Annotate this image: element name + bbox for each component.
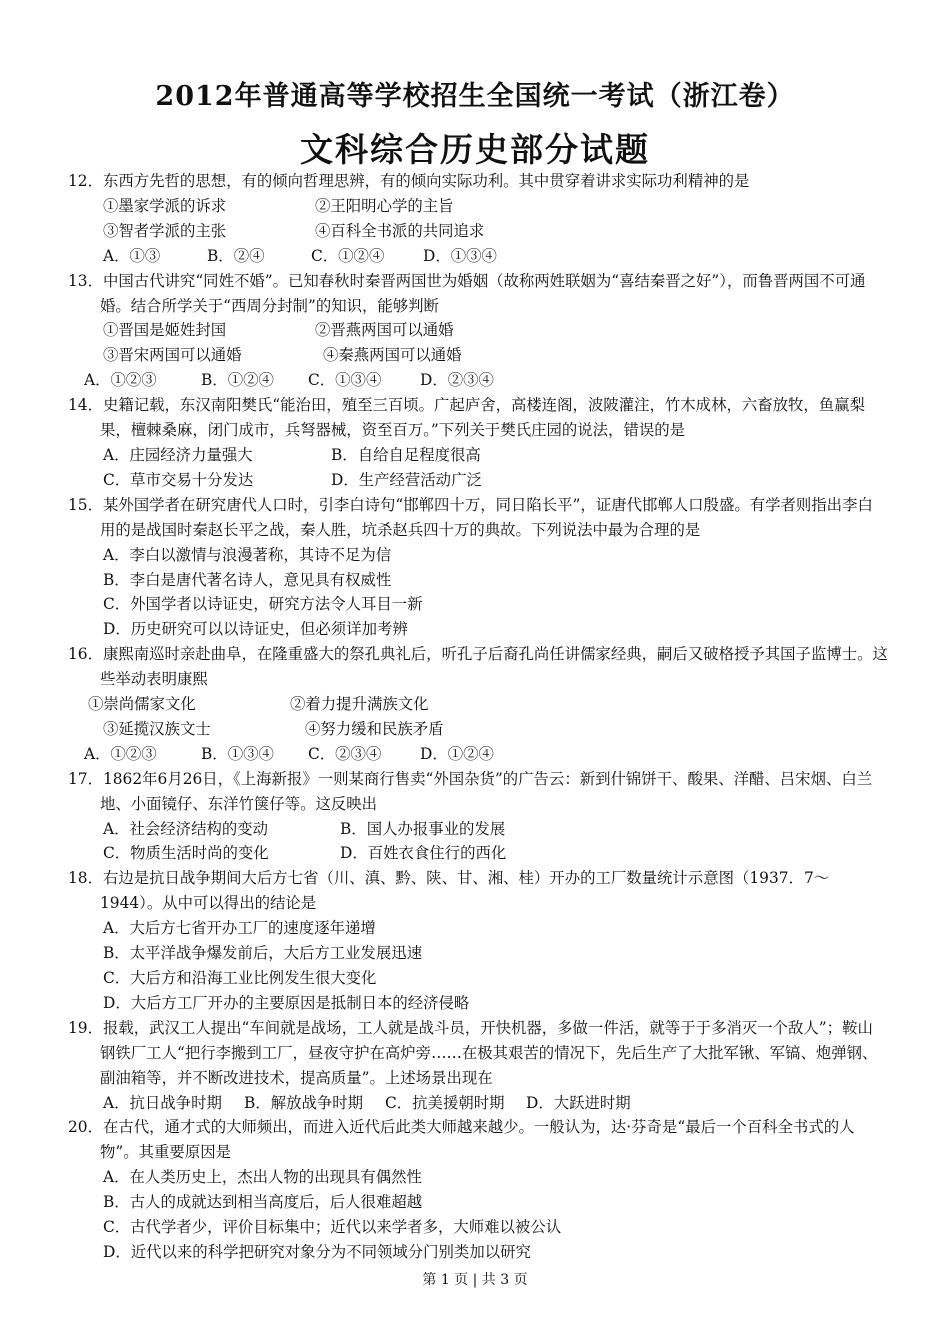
option-b: B．解放战争时期 [244,1093,364,1112]
option-d: D．生产经营活动广泛 [331,470,482,489]
options-row [68,244,888,269]
exam-title: 2012年普通高等学校招生全国统一考试（浙江卷） [155,81,795,112]
question-stem: 16．康熙南巡时亲赴曲阜，在隆重盛大的祭孔典礼后，听孔子后裔孔尚任讲儒家经典，嗣后又破格授予其国子监博士。这些举动表明康熙 [68,645,888,689]
option-d: D．历史研究可以以诗证史，但必须详加考辨 [103,620,408,639]
question-stem: 20．在古代，通才式的大师频出，而进入近代后此类大师越来越少。一般认为，达·芬奇是“最后一个百科全书式的人物”。其重要原因是 [68,1118,855,1162]
option-a: A．①②③ [84,371,157,390]
question-stem: 18．右边是抗日战争期间大后方七省（川、滇、黔、陕、甘、湘、桂）开办的工厂数量统计示意图（1937．7～1944）。从中可以得出的结论是 [68,869,830,913]
options-row [68,368,888,393]
option-a: A．李白以激情与浪漫著称，其诗不足为信 [103,545,392,564]
statement: ②王阳明心学的主旨 [315,196,454,215]
question-stem: 15．某外国学者在研究唐代人口时，引李白诗句“邯郸四十万，同日陷长平”，证唐代邯郸人口殷盛。有学者则指出李白用的是战国时秦赵长平之战，秦人胜，坑杀赵兵四十万的典故。下列说法中最为合理的是 [68,495,873,539]
question-20 [68,1115,888,1264]
statement-row [68,219,888,244]
options-row [68,841,888,866]
question-stem: 17．1862年6月26日，《上海新报》一则某商行售卖“外国杂货”的广告云：新到什锦饼干、酸果、洋醋、吕宋烟、白兰地、小面镜仔、东洋竹箧仔等。这反映出 [68,769,873,813]
option-b: B．①③④ [201,744,274,763]
statement: ③延揽汉族文士 [103,719,211,738]
option-c: C．物质生活时尚的变化 [103,844,269,863]
option-a: A．庄园经济力量强大 [103,445,253,464]
question-19 [68,1016,888,1116]
exam-subtitle: 文科综合历史部分试题 [300,130,650,169]
option-d: D．大跃进时期 [526,1093,631,1112]
statement-row [68,318,888,343]
question-14 [68,393,888,493]
option-a: A．抗日战争时期 [103,1093,222,1112]
option-c: C．古代学者少，评价目标集中；近代以来学者多，大师难以被公认 [103,1218,562,1237]
option-a: A．社会经济结构的变动 [103,819,269,838]
option-c: C．草市交易十分发达 [103,470,254,489]
option-a: A．在人类历史上，杰出人物的出现具有偶然性 [103,1168,422,1187]
option-d: D．②③④ [420,371,494,390]
statement-row [68,692,888,717]
option-b: B．太平洋战争爆发前后，大后方工业发展迅速 [103,944,423,963]
options-row [68,817,888,842]
statement: ③智者学派的主张 [103,221,227,240]
option-d: D．大后方工厂开办的主要原因是抵制日本的经济侵略 [103,993,470,1012]
statement: ①墨家学派的诉求 [103,196,227,215]
statement: ①崇尚儒家文化 [88,695,196,714]
statement: ④努力缓和民族矛盾 [305,719,444,738]
option-d: D．近代以来的科学把研究对象分为不同领域分门别类加以研究 [103,1242,531,1261]
option-c: C．抗美援朝时期 [385,1093,505,1112]
options-row [68,742,888,767]
question-18 [68,866,888,1015]
question-list [68,169,888,1265]
option-b: B．国人办报事业的发展 [340,819,506,838]
option-c: C．外国学者以诗证史，研究方法令人耳目一新 [103,595,423,614]
question-stem: 19．报载，武汉工人提出“车间就是战场，工人就是战斗员，开快机器，多做一件活，就等于于多消灭一个敌人”；鞍山钢铁厂工人“把行李搬到工厂，昼夜守护在高炉旁……在极其艰苦的情况下，先后生产了大批军锹、军镐、炮弹钢、副油箱等，并不断改进技术，提高质量”。上述场景出现在 [68,1018,878,1087]
option-d: D．①③④ [423,246,497,265]
question-stem: 13．中国古代讲究“同姓不婚”。已知春秋时秦晋两国世为婚姻（故称两姓联姻为“喜结秦晋之好”），而鲁晋两国不可通婚。结合所学关于“西周分封制”的知识，能够判断 [68,271,866,315]
options-row [68,443,888,468]
statement: ②着力提升满族文化 [290,695,429,714]
question-stem: 12．东西方先哲的思想，有的倾向哲理思辨，有的倾向实际功利。其中贯穿着讲求实际功利精神的是 [68,172,750,190]
options-row [68,1091,888,1116]
statement: ④秦燕两国可以通婚 [323,346,462,365]
statement: ④百科全书派的共同追求 [315,221,485,240]
option-b: B．李白是唐代著名诗人，意见具有权威性 [103,570,392,589]
question-stem: 14．史籍记载，东汉南阳樊氏“能治田，殖至三百顷。广起庐舍，高楼连阁，波陂灌注，竹木成林，六畜放牧，鱼赢梨果，檀棘桑麻，闭门成市，兵弩器械，资至百万。”下列关于樊氏庄园的说法，错误的是 [68,396,865,440]
statement: ②晋燕两国可以通婚 [315,321,454,340]
page-footer: 第 1 页 | 共 3 页 [422,1272,528,1288]
option-a: A．①②③ [84,744,157,763]
option-c: C．大后方和沿海工业比例发生很大变化 [103,969,377,987]
question-13 [68,269,888,394]
statement-row [68,194,888,219]
question-12 [68,169,888,269]
option-c: C．②③④ [308,744,382,763]
option-b: B．①②④ [201,371,274,390]
question-15 [68,493,888,642]
question-17 [68,767,888,867]
statement-row [68,343,888,368]
option-d: D．①②④ [420,744,494,763]
statement: ①晋国是姬姓封国 [103,321,227,340]
statement-row [68,717,888,742]
option-c: C．①③④ [308,371,382,390]
option-a: A．①③ [103,246,161,265]
question-16 [68,642,888,767]
option-b: B．②④ [207,246,265,265]
option-d: D．百姓衣食住行的西化 [340,844,507,863]
options-row [68,468,888,493]
statement: ③晋宋两国可以通婚 [103,346,242,365]
option-b: B．古人的成就达到相当高度后，后人很难超越 [103,1193,423,1212]
option-c: C．①②④ [311,246,385,265]
option-b: B．自给自足程度很高 [331,445,481,464]
option-a: A．大后方七省开办工厂的速度逐年递增 [103,919,376,938]
